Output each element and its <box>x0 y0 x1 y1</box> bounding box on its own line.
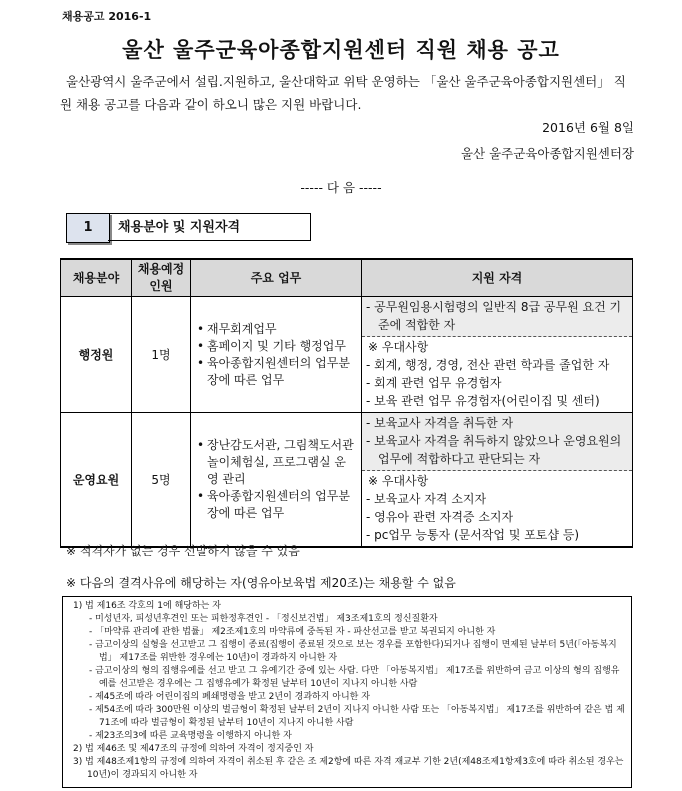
page-title: 울산 울주군육아종합지원센터 직원 채용 공고 <box>122 38 560 62</box>
list-item: • 장난감도서관, 그림책도서관 놀이체험실, 프로그램실 운영 관리 <box>197 437 357 488</box>
duty-list <box>191 321 361 389</box>
count-cell: 5명 <box>132 413 191 548</box>
list-item: • 육아종합지원센터의 업무분장에 따른 업무 <box>197 355 357 389</box>
preferred-item: - 보육교사 자격 소지자 <box>366 492 487 506</box>
note-disqualification: ※ 다음의 결격사유에 해당하는 자(영유아보육법 제20조)는 채용할 수 없음 <box>66 576 456 590</box>
preferred-item: - 회계 관련 업무 유경험자 <box>366 376 502 390</box>
section-number: 1 <box>66 213 110 243</box>
preferred-item: - 영유아 관련 자격증 소지자 <box>366 510 514 524</box>
header-count: 채용예정 인원 <box>132 259 191 297</box>
table-row <box>61 297 633 413</box>
disqualification-box <box>62 596 632 788</box>
table-row <box>61 413 633 548</box>
preferred-item: - 회계, 행정, 경영, 전산 관련 학과를 졸업한 자 <box>366 358 610 372</box>
notice-date: 2016년 6월 8일 <box>542 120 634 135</box>
preferred-item: - 보육 관련 업무 유경험자(어린이집 및 센터) <box>366 394 600 408</box>
disqualification-item: 2) 법 제46조 및 제47조의 규정에 의하여 자격이 정지중인 자 <box>73 744 314 754</box>
duties-cell <box>191 413 362 548</box>
count-cell: 1명 <box>132 297 191 413</box>
table-header-row <box>61 259 633 297</box>
disqualification-subitem: - 제45조에 따라 어린이집의 폐쇄명령을 받고 2년이 경과하지 아니한 자 <box>89 692 370 702</box>
list-item: • 홈페이지 및 기타 행정업무 <box>197 338 357 355</box>
qualifications-cell <box>362 413 633 548</box>
field-cell: 행정원 <box>61 297 132 413</box>
required-block <box>362 413 632 471</box>
section-title: 채용분야 및 지원자격 <box>108 213 311 241</box>
preferred-block <box>362 337 632 412</box>
disqualification-subitem: - 제54조에 따라 300만원 이상의 벌금형이 확정된 날부터 2년이 지나지 아니한 사람 또는 「아동복지법」 제17조를 위반하여 같은 법 제71조에 따라 벌금형이 확정된 날부터 10년이 지나지 아니한 사람 <box>89 705 625 728</box>
required-block <box>362 297 632 337</box>
list-item: • 재무회계업무 <box>197 321 357 338</box>
disqualification-subitem: - 제23조의3에 따른 교육명령을 이행하지 아니한 자 <box>89 731 292 741</box>
required-item: - 공무원임용시험령의 일반직 8급 공무원 요건 기준에 적합한 자 <box>366 300 622 332</box>
preferred-item: - pc업무 능통자 (문서작업 및 포토샵 등) <box>366 528 580 542</box>
preferred-block <box>362 471 632 546</box>
preferred-heading: ※ 우대사항 <box>368 474 429 488</box>
disqualification-item: 1) 법 제16조 각호의 1에 해당하는 자 <box>73 601 221 611</box>
disqualification-subitem: - 미성년자, 피성년후견인 또는 피한정후견인 - 「정신보건법」 제3조제1호의 정신질환자 <box>89 614 438 624</box>
divider-text: ----- 다 음 ----- <box>300 180 382 195</box>
header-duties: 주요 업무 <box>191 259 362 297</box>
note-no-candidate: ※ 적격자가 없는 경우 선발하지 않을 수 있음 <box>66 544 300 558</box>
issuer-name: 울산 울주군육아종합지원센터장 <box>460 146 634 161</box>
disqualification-subitem: - 금고이상의 형의 집행유예를 선고 받고 그 유예기간 중에 있는 사람. 다만 「아동복지법」 제17조를 위반하여 금고 이상의 형의 집행유예를 선고받은 경우에는 그 집행유예가 확정된 날부터 10년이 지나지 아니한 사람 <box>89 666 620 689</box>
notice-number: 채용공고 2016-1 <box>62 10 152 23</box>
header-qualifications: 지원 자격 <box>362 259 633 297</box>
disqualification-item: 3) 법 제48조제1항의 규정에 의하여 자격이 취소된 후 같은 조 제2항에 따른 자격 재교부 기한 2년(제48조제1항제3호에 따라 취소된 경우는 10년)이 경과되지 아니한 자 <box>73 757 624 780</box>
intro-paragraph: 울산광역시 울주군에서 설립.지원하고, 울산대학교 위탁 운영하는 「울산 울주군육아종합지원센터」 직원 채용 공고를 다음과 같이 하오니 많은 지원 바랍니다. <box>60 74 626 112</box>
field-cell: 운영요원 <box>61 413 132 548</box>
duties-cell <box>191 297 362 413</box>
disqualification-subitem: - 금고이상의 실형을 선고받고 그 집행이 종료(집행이 종료된 것으로 보는 경우를 포함한다)되거나 집행이 면제된 날부터 5년(「아동복지법」 제17조를 위반한 경우에는 10년)이 경과하지 아니한 자 <box>89 640 617 663</box>
preferred-heading: ※ 우대사항 <box>368 340 429 354</box>
disqualification-subitem: - 「마약류 관리에 관한 법률」 제2조제1호의 마약류에 중독된 자 - 파산선고를 받고 복권되지 아니한 자 <box>89 627 496 637</box>
header-field: 채용분야 <box>61 259 132 297</box>
recruitment-table <box>60 258 633 548</box>
qualifications-cell <box>362 297 633 413</box>
required-item: - 보육교사 자격을 취득한 자 <box>366 416 514 430</box>
list-item: • 육아종합지원센터의 업무분장에 따른 업무 <box>197 488 357 522</box>
duty-list <box>191 437 361 522</box>
required-item: - 보육교사 자격을 취득하지 않았으나 운영요원의 업무에 적합하다고 판단되는 자 <box>366 434 622 466</box>
